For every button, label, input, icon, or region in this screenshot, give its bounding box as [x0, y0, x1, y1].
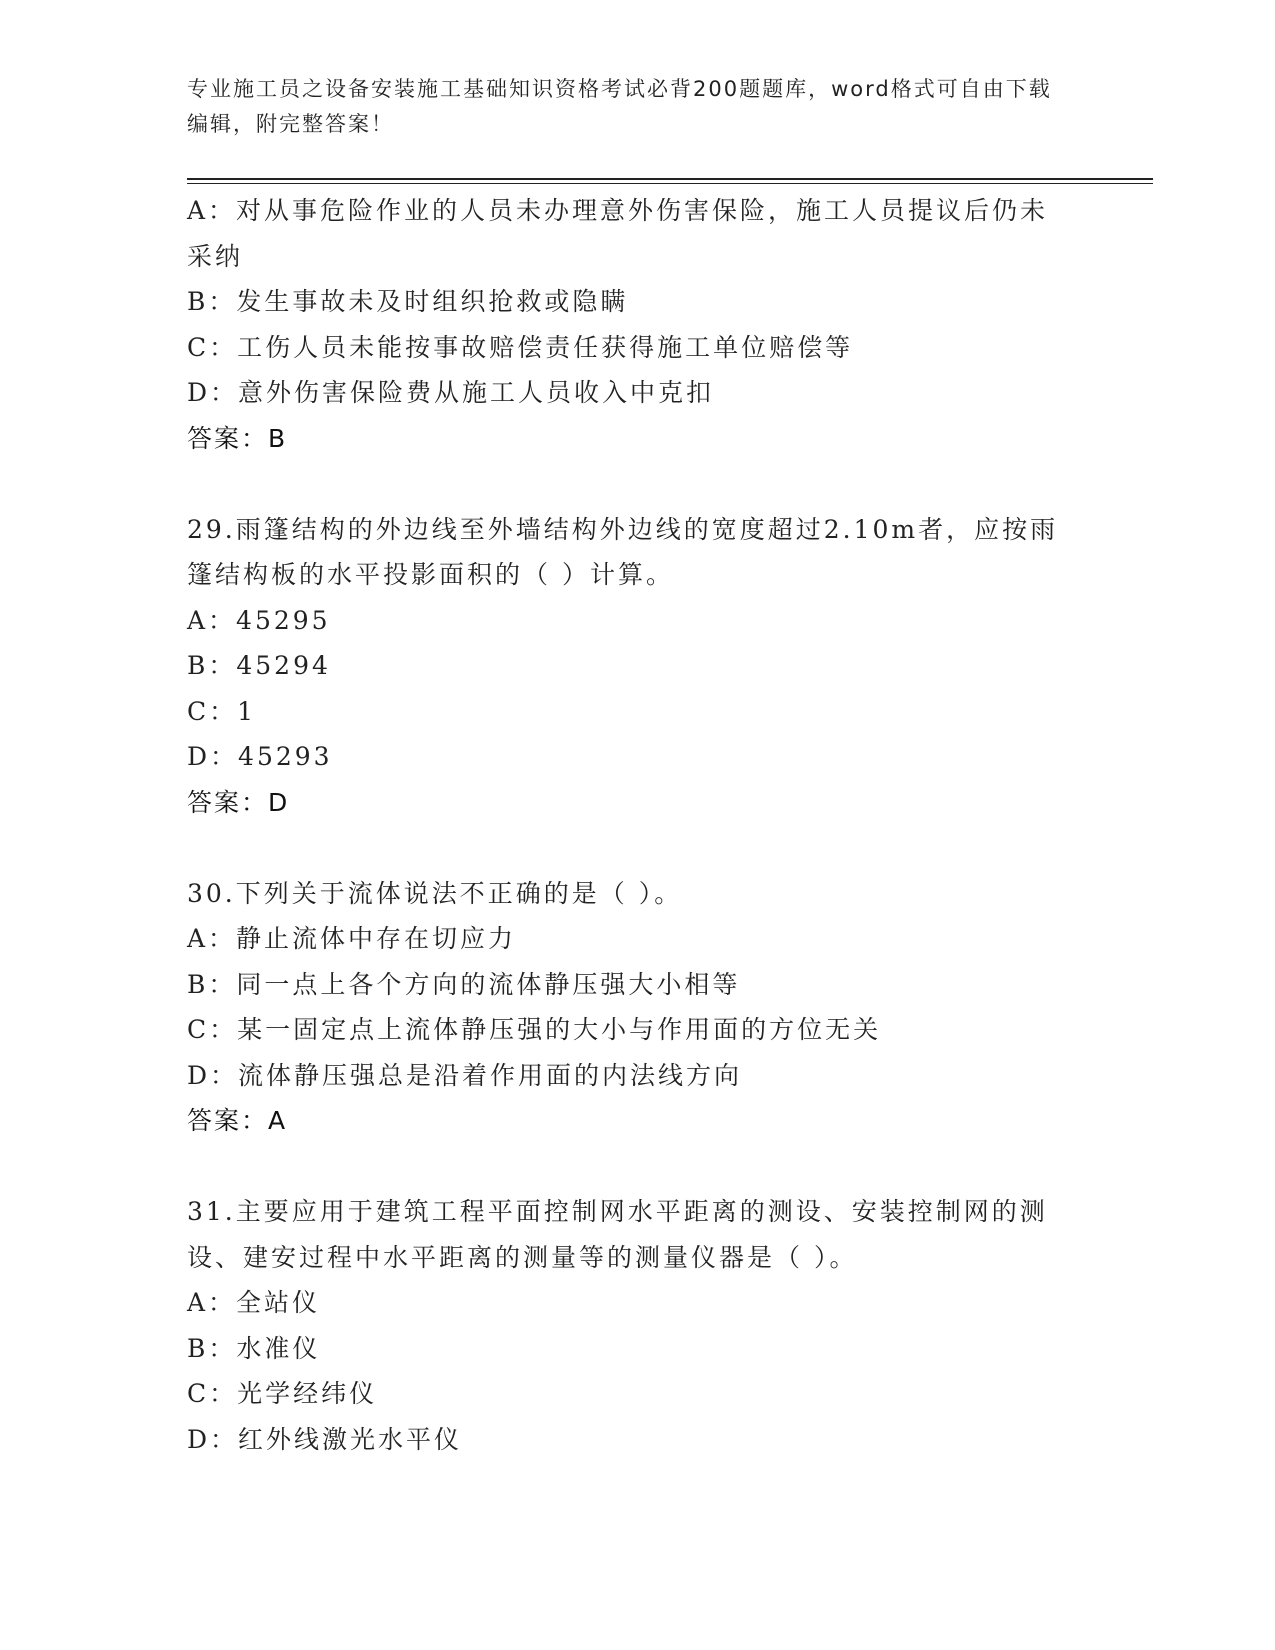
spacer: [187, 1144, 1087, 1190]
question-stem: 31.主要应用于建筑工程平面控制网水平距离的测设、安装控制网的测设、建安过程中水平距离的测量等的测量仪器是（ ）。: [187, 1197, 1048, 1272]
option-b: B：水准仪: [187, 1333, 321, 1363]
option-a: A：静止流体中存在切应力: [187, 924, 517, 953]
spacer: [187, 461, 1087, 507]
option-c: C：光学经纬仪: [187, 1379, 378, 1408]
header-divider-thick: [187, 178, 1153, 180]
question-stem: 29.雨篷结构的外边线至外墙结构外边线的宽度超过2.10m者，应按雨篷结构板的水平投影面积的（ ）计算。: [187, 514, 1059, 589]
option-a: A：对从事危险作业的人员未办理意外伤害保险，施工人员提议后仍未采纳: [187, 196, 1049, 271]
option-b: B：发生事故未及时组织抢救或隐瞒: [187, 287, 629, 316]
option-c: C：工伤人员未能按事故赔偿责任获得施工单位赔偿等: [187, 332, 854, 362]
option-d: D：45293: [187, 742, 333, 771]
option-b: B：同一点上各个方向的流体静压强大小相等: [187, 969, 741, 999]
prev-question-block: [187, 188, 1087, 461]
option-d: D：流体静压强总是沿着作用面的内法线方向: [187, 1060, 743, 1090]
question-31-block: [187, 1189, 1087, 1462]
option-a: A：全站仪: [187, 1288, 321, 1317]
answer-label: 答案：A: [187, 1106, 288, 1135]
spacer: [187, 825, 1087, 871]
question-29-block: [187, 507, 1087, 826]
header-divider-thin: [187, 183, 1153, 184]
option-b: B：45294: [187, 651, 331, 680]
option-c: C：1: [187, 696, 257, 726]
question-stem: 30.下列关于流体说法不正确的是（ ）。: [187, 878, 683, 908]
question-content: [187, 188, 1087, 1462]
option-d: D：意外伤害保险费从施工人员收入中克扣: [187, 378, 715, 407]
question-30-block: [187, 871, 1087, 1144]
answer-label: 答案：B: [187, 423, 288, 453]
option-d: D：红外线激光水平仪: [187, 1424, 463, 1454]
option-c: C：某一固定点上流体静压强的大小与作用面的方位无关: [187, 1015, 882, 1044]
document-header-title: 专业施工员之设备安装施工基础知识资格考试必背200题题库，word格式可自由下载编辑，附完整答案！: [187, 77, 1052, 136]
option-a: A：45295: [187, 605, 331, 635]
answer-label: 答案：D: [187, 787, 290, 817]
